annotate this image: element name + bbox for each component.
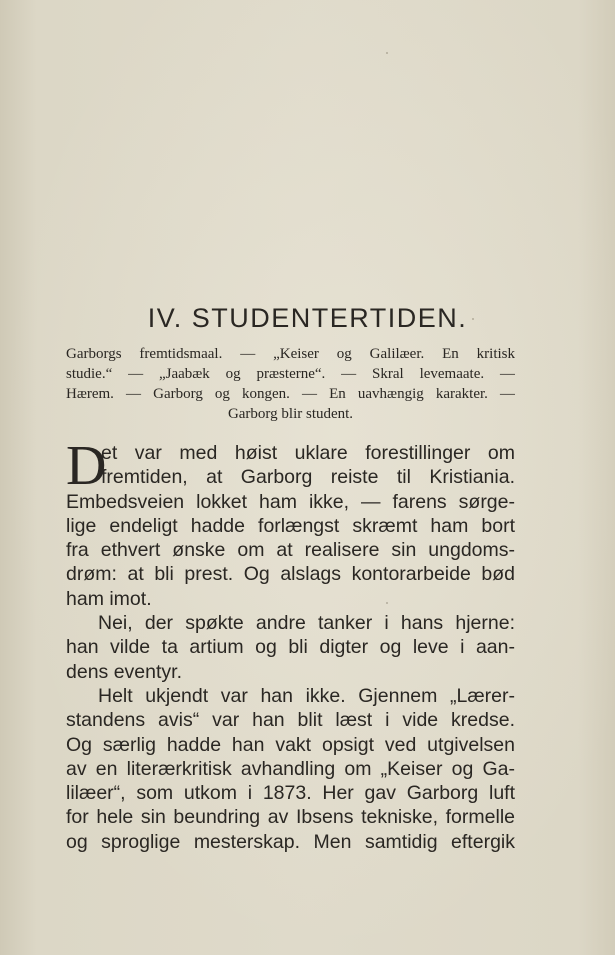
text-line: lilæer“, som utkom i 1873. Her gav Garborg luft — [66, 782, 515, 805]
text-line: Embedsveien lokket ham ikke, — farens sørge- — [66, 490, 515, 513]
text-line: Helt ukjendt var han ikke. Gjennem „Lærer- — [98, 684, 515, 707]
text-line: ham imot. — [66, 587, 152, 610]
summary-line: studie.“ — „Jaabæk og præsterne“. — Skral levemaate. — — [66, 366, 515, 382]
drop-cap: D — [66, 435, 107, 497]
summary-line: Hærem. — Garborg og kongen. — En uavhængig karakter. — — [66, 386, 515, 402]
chapter-title: IV. STUDENTERTIDEN. — [147, 303, 468, 333]
text-line: fremtiden, at Garborg reiste til Kristiania. — [101, 466, 515, 489]
text-line: for hele sin beundring av Ibsens tekniske, formelle — [66, 806, 515, 829]
text-line: han vilde ta artium og bli digter og leve i aan- — [66, 636, 515, 659]
paper-speck — [472, 318, 474, 320]
text-line: et var med høist uklare forestillinger om — [101, 442, 515, 464]
text-line: av en literærkritisk avhandling om „Keiser og Ga- — [66, 757, 515, 780]
body-text — [66, 435, 515, 854]
summary-line: Garborg blir student. — [227, 406, 354, 422]
paper-speck — [386, 52, 388, 54]
text-line: standens avis“ var han blit læst i vide kredse. — [66, 709, 515, 732]
chapter-summary — [66, 344, 515, 424]
text-line: drøm: at bli prest. Og alslags kontorarbeide bød — [66, 563, 515, 586]
summary-line: Garborgs fremtidsmaal. — „Keiser og Galilæer. En kritisk — [66, 346, 515, 362]
text-line: dens eventyr. — [66, 660, 182, 683]
text-line: lige endeligt hadde forlængst skræmt ham bort — [66, 514, 515, 537]
text-line: fra ethvert ønske om at realisere sin ungdoms- — [66, 539, 515, 562]
text-line: Nei, der spøkte andre tanker i hans hjerne: — [98, 612, 515, 635]
text-line: og sproglige mesterskap. Men samtidig eftergik — [66, 830, 515, 853]
paper-speck — [386, 602, 388, 604]
text-line: Og særlig hadde han vakt opsigt ved utgivelsen — [66, 733, 515, 756]
